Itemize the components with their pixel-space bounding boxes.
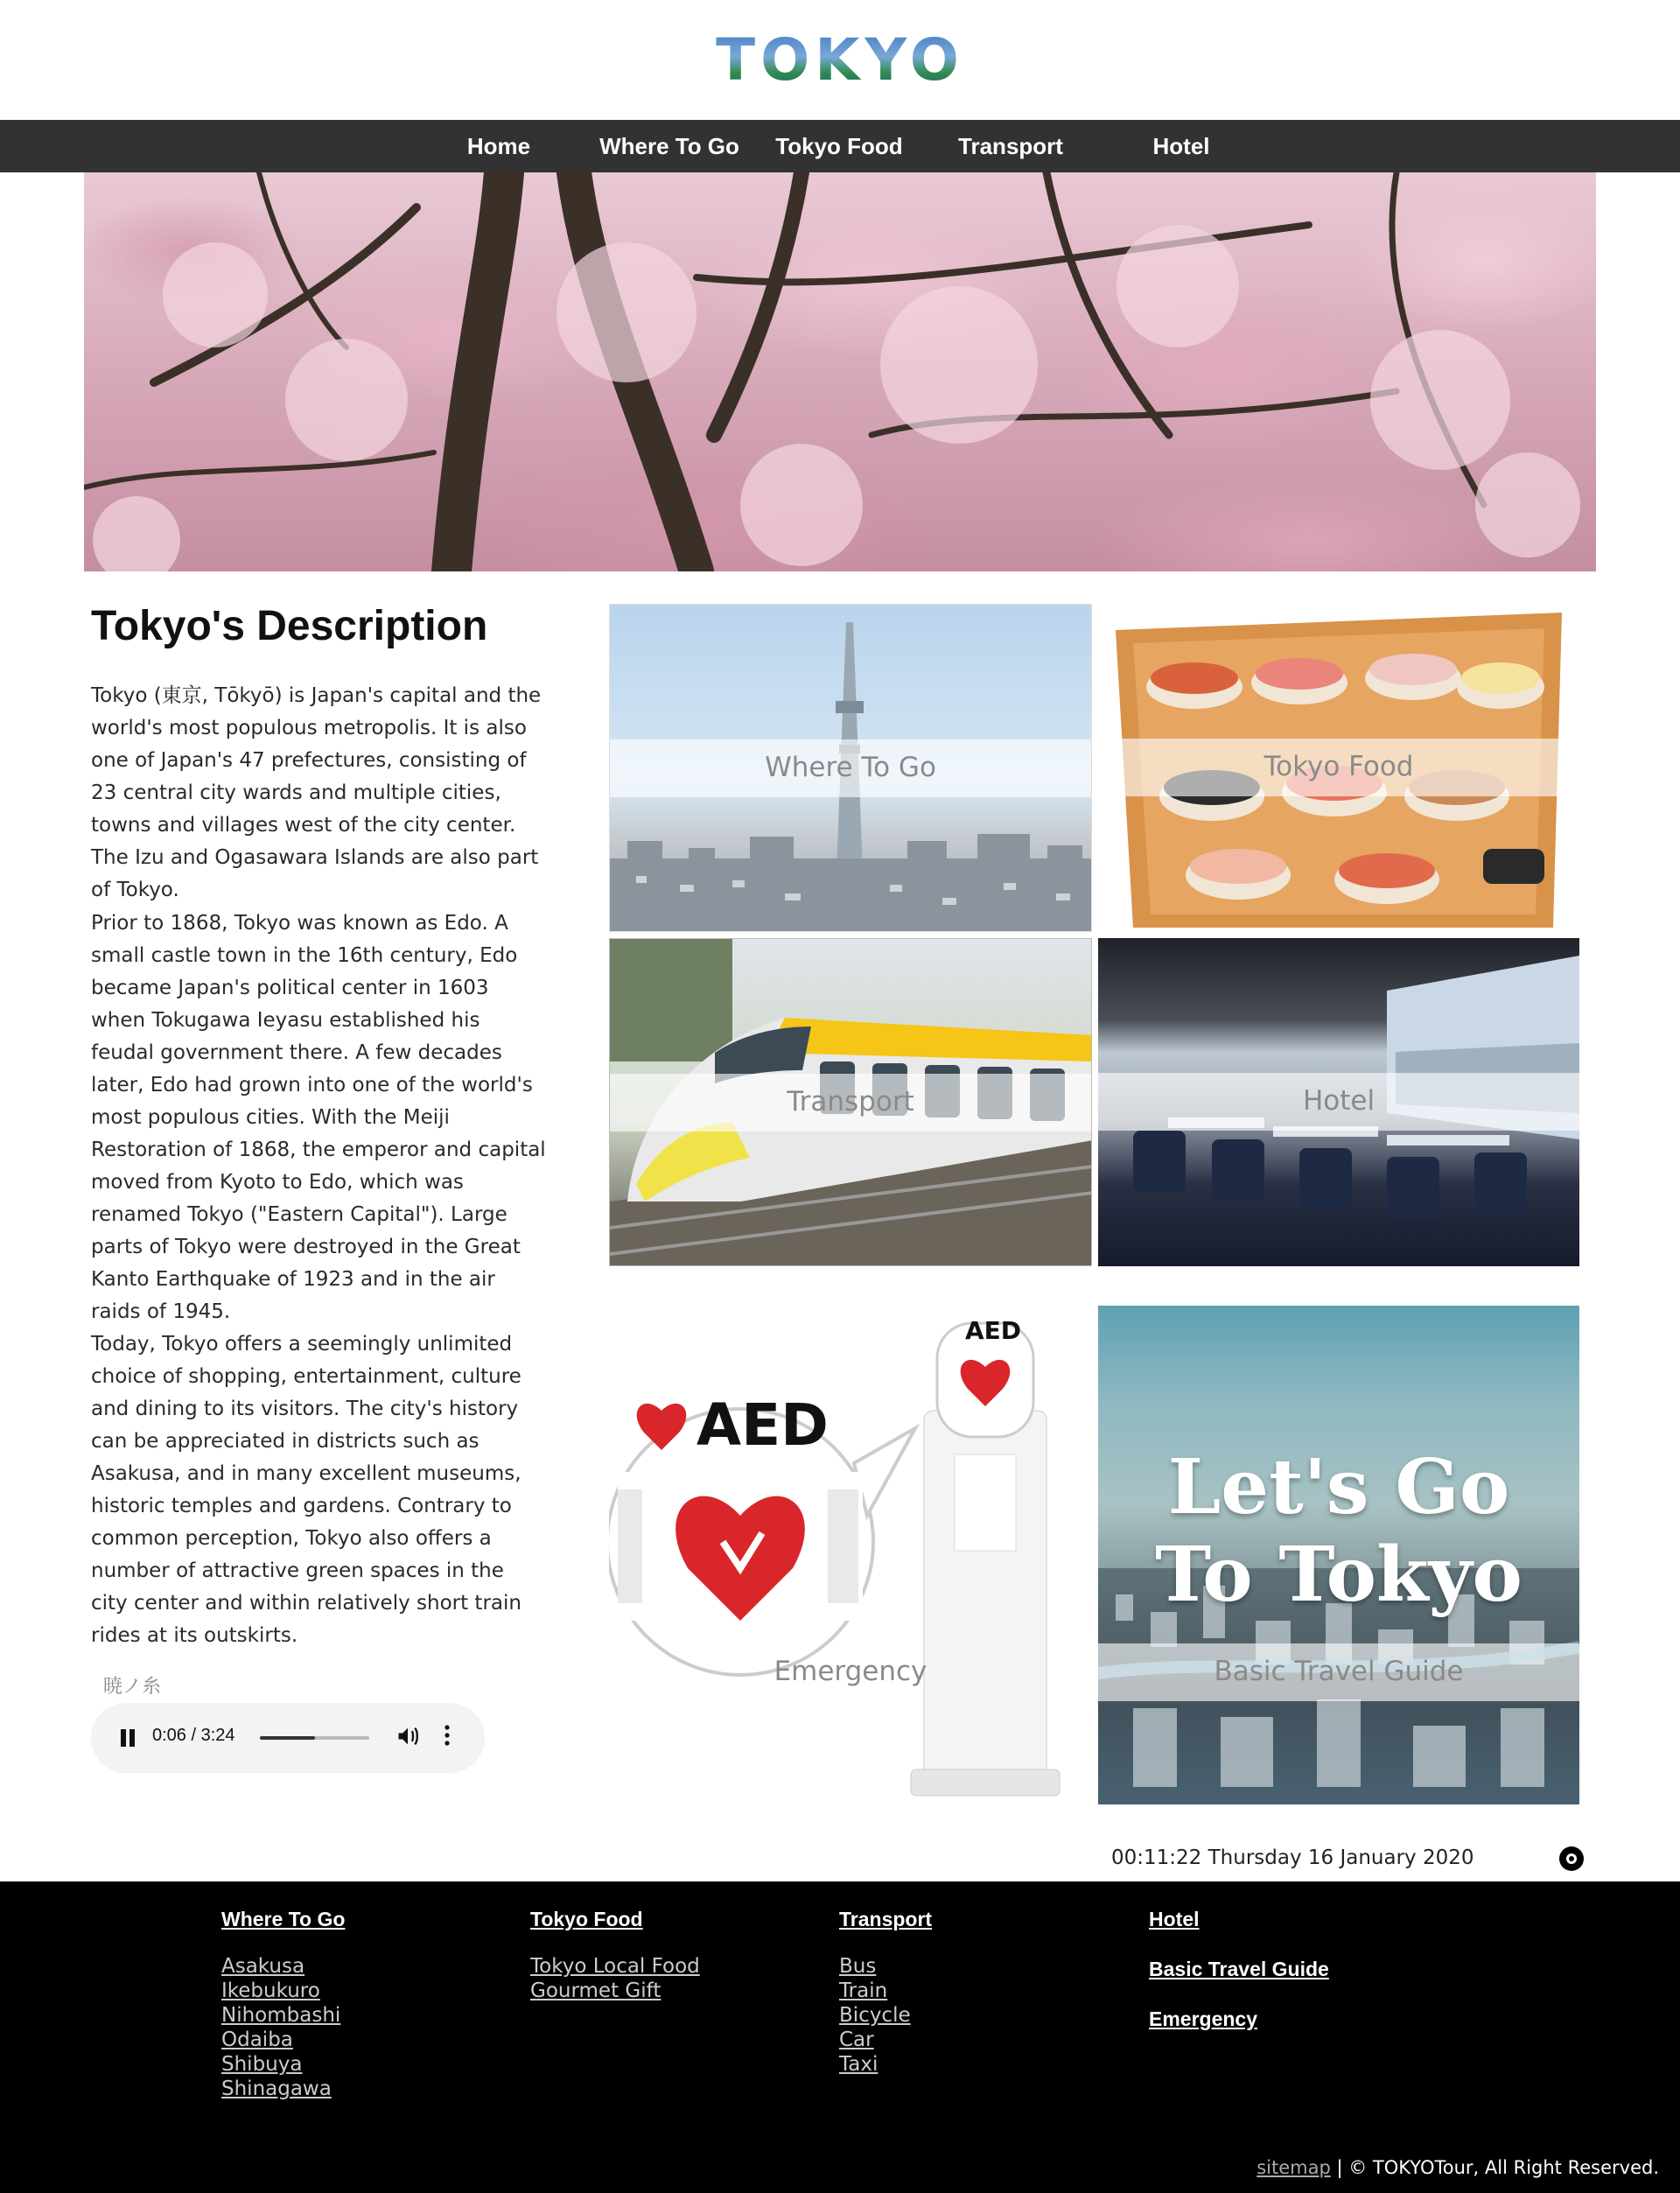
footer-link-shibuya[interactable]: Shibuya — [221, 2053, 303, 2076]
hero-cherry-blossom-image — [84, 172, 1596, 571]
more-options-icon[interactable] — [441, 1722, 453, 1754]
nav-tokyo-food[interactable]: Tokyo Food — [775, 133, 903, 159]
audio-seek-progress — [260, 1736, 315, 1740]
footer-link-train[interactable]: Train — [839, 1979, 888, 2002]
description-paragraph-2: Prior to 1868, Tokyo was known as Edo. A small castle town in the 16th century, Edo became Japan's political center in 1603 when Tokugawa Ieyasu established his feudal government there. A few decades later, Edo had grown into one of the world's most populous cities. With the Meiji Restoration of 1868, the emperor and capital moved from Kyoto to Edo, which was renamed Tokyo ("Eastern Capital"). Large parts of Tokyo were destroyed in the Great Kanto Earthquake of 1923 and in the air raids of 1945. — [91, 912, 546, 1323]
description-title: Tokyo's Description — [91, 603, 488, 649]
audio-player — [91, 1703, 485, 1773]
footer-heading-where-to-go[interactable]: Where To Go — [221, 1908, 346, 1930]
footer-col-transport — [839, 1908, 932, 2077]
logo-text: TOKYO — [716, 26, 964, 94]
site-logo[interactable] — [0, 26, 1680, 94]
nav-home[interactable]: Home — [466, 133, 531, 159]
guide-headline-line2: To Tokyo — [1155, 1531, 1522, 1619]
tile-transport-caption: Transport — [787, 1086, 914, 1118]
tile-tokyo-food[interactable] — [1098, 604, 1579, 932]
description-paragraph-1: Tokyo (東京, Tōkyō) is Japan's capital and the world's most populous metropolis. It is also one of Japan's 47 prefectures, consisting of 23 central city wards and multiple cities, towns and villages west of the city center. The Izu and Ogasawara Islands are also part of Tokyo. — [91, 684, 542, 901]
tile-where-to-go-caption: Where To Go — [765, 752, 936, 783]
tile-emergency[interactable] — [609, 1306, 1092, 1804]
audio-time: 0:06 / 3:24 — [152, 1726, 235, 1745]
tile-hotel-caption: Hotel — [1302, 1085, 1376, 1117]
tile-basic-travel-guide-caption: Basic Travel Guide — [1214, 1656, 1464, 1687]
description-paragraph-3: Today, Tokyo offers a seemingly unlimited choice of shopping, entertainment, culture and dining to its visitors. The city's history can be appreciated in districts such as Asakusa, and in many excellent museums, historic temples and gardens. Contrary to common perception, Tokyo also offers a number of attractive green spaces in the city center and within relatively short train rides at its outskirts. — [91, 1333, 522, 1647]
footer-heading-hotel[interactable]: Hotel — [1149, 1908, 1200, 1930]
footer — [0, 1881, 1680, 2193]
footer-link-nihombashi[interactable]: Nihombashi — [221, 2004, 341, 2027]
tile-tokyo-food-caption: Tokyo Food — [1264, 751, 1414, 782]
audio-seek-slider[interactable] — [260, 1736, 369, 1740]
date-time-display: 00:11:22 Thursday 16 January 2020 — [1111, 1846, 1474, 1869]
pause-icon[interactable] — [117, 1727, 138, 1748]
footer-link-odaiba[interactable]: Odaiba — [221, 2028, 293, 2051]
record-icon[interactable] — [1559, 1846, 1584, 1871]
footer-col-tokyo-food — [530, 1908, 700, 2003]
footer-heading-transport[interactable]: Transport — [839, 1908, 933, 1930]
aed-label: AED — [696, 1391, 829, 1459]
tile-emergency-caption: Emergency — [774, 1656, 928, 1687]
tile-transport[interactable] — [609, 938, 1092, 1266]
tile-hotel[interactable] — [1098, 938, 1579, 1266]
footer-heading-basic-travel-guide[interactable]: Basic Travel Guide — [1149, 1958, 1329, 1980]
footer-col-where-to-go — [221, 1908, 345, 2101]
footer-link-bicycle[interactable]: Bicycle — [839, 2004, 911, 2027]
copyright-bar — [1256, 2157, 1659, 2178]
nav-hotel[interactable]: Hotel — [1152, 133, 1210, 159]
nav-where-to-go[interactable]: Where To Go — [599, 133, 739, 159]
footer-link-tokyo-local-food[interactable]: Tokyo Local Food — [530, 1955, 700, 1978]
guide-headline-line1: Let's Go — [1167, 1443, 1510, 1531]
footer-link-bus[interactable]: Bus — [839, 1955, 877, 1978]
main-nav — [0, 120, 1680, 172]
footer-heading-emergency[interactable]: Emergency — [1149, 2007, 1258, 2030]
footer-link-car[interactable]: Car — [839, 2028, 874, 2051]
tile-basic-travel-guide[interactable] — [1098, 1306, 1579, 1804]
sitemap-link[interactable]: sitemap — [1256, 2157, 1331, 2178]
footer-link-asakusa[interactable]: Asakusa — [221, 1955, 305, 1978]
footer-link-shinagawa[interactable]: Shinagawa — [221, 2077, 332, 2100]
volume-icon[interactable] — [396, 1724, 422, 1750]
footer-col-more — [1149, 1908, 1329, 2057]
footer-link-gourmet-gift[interactable]: Gourmet Gift — [530, 1979, 662, 2002]
footer-heading-tokyo-food[interactable]: Tokyo Food — [530, 1908, 643, 1930]
tile-where-to-go[interactable] — [609, 604, 1092, 932]
audio-track-title: 暁ノ糸 — [103, 1676, 162, 1698]
aed-stand-label: AED — [965, 1316, 1022, 1345]
footer-link-taxi[interactable]: Taxi — [839, 2053, 878, 2076]
footer-link-ikebukuro[interactable]: Ikebukuro — [221, 1979, 320, 2002]
nav-transport[interactable]: Transport — [958, 133, 1063, 159]
copyright-text: | © TOKYOTour, All Right Reserved. — [1336, 2157, 1659, 2178]
